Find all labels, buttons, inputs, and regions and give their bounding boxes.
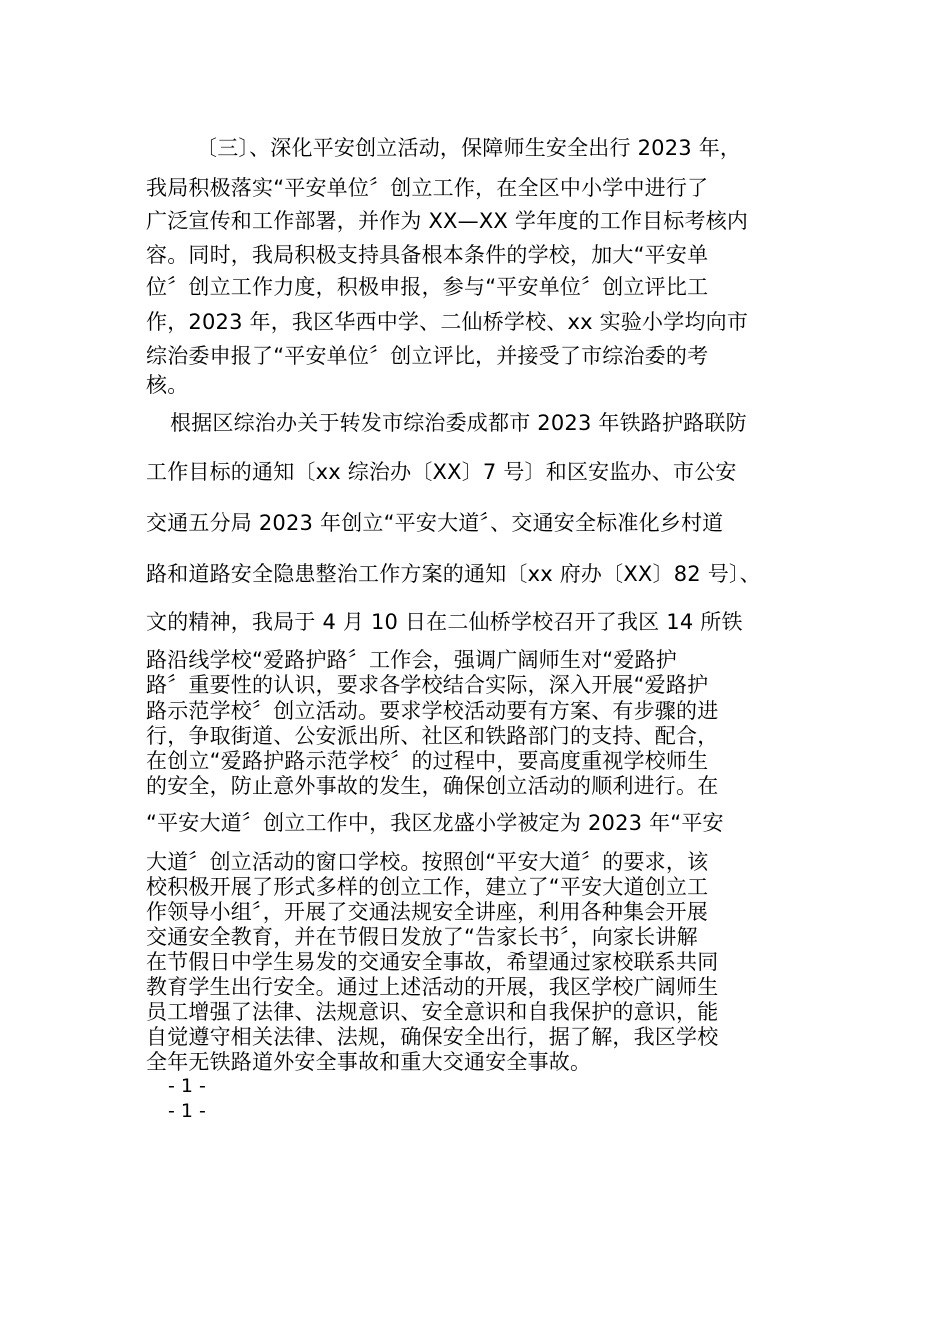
text-line: 路〞重要性的认识，要求各学校结合实际，深入开展“爱路护 [146,673,709,697]
page-number: - 1 - [168,1075,206,1097]
text-line: 位〞创立工作力度，积极申报，参与“平安单位〞创立评比工 [146,275,709,299]
text-line: 路和道路安全隐患整治工作方案的通知〔xx 府办〔XX〕82 号〕、 [146,562,761,586]
text-line: 工作目标的通知〔xx 综治办〔XX〕7 号〕和区安监办、市公安 [146,460,737,484]
text-line: 员工增强了法律、法规意识、安全意识和自我保护的意识，能 [146,1000,719,1024]
text-line: 的安全，防止意外事故的发生，确保创立活动的顺利进行。在 [146,774,719,798]
text-line: 容。同时，我局积极支持具备根本条件的学校，加大“平安单 [146,243,709,267]
text-line: “平安大道〞创立工作中，我区龙盛小学被定为 2023 年“平安 [146,811,724,835]
text-line: 〔三〕、深化平安创立活动，保障师生安全出行 2023 年， [196,136,742,160]
text-line: 交通五分局 2023 年创立“平安大道〞、交通安全标准化乡村道 [146,511,724,535]
text-line: 在节假日中学生易发的交通安全事故，希望通过家校联系共同 [146,950,719,974]
text-line: 教育学生出行安全。通过上述活动的开展，我区学校广阔师生 [146,975,719,999]
text-line: 路示范学校〞创立活动。要求学校活动要有方案、有步骤的进 [146,699,719,723]
text-line: 大道〞创立活动的窗口学校。按照创“平安大道〞的要求，该 [146,850,709,874]
text-line: 文的精神，我局于 4 月 10 日在二仙桥学校召开了我区 14 所铁 [146,610,743,634]
text-line: 路沿线学校“爱路护路〞工作会，强调广阔师生对“爱路护 [146,648,677,672]
text-line: 交通安全教育，并在节假日发放了“告家长书〞，向家长讲解 [146,925,698,949]
text-line: 校积极开展了形式多样的创立工作，建立了“平安大道创立工 [146,875,709,899]
text-line: 全年无铁路道外安全事故和重大交通安全事故。 [146,1050,592,1074]
text-line: 行，争取街道、公安派出所、社区和铁路部门的支持、配合， [146,724,719,748]
text-line: 自觉遵守相关法律、法规，确保安全出行，据了解，我区学校 [146,1025,719,1049]
text-line: 广泛宣传和工作部署，并作为 XX—XX 学年度的工作目标考核内 [146,209,749,233]
text-line: 核。 [146,373,189,397]
text-line: 作，2023 年，我区华西中学、二仙桥学校、xx 实验小学均向市 [146,310,749,334]
text-line: 我局积极落实“平安单位〞创立工作，在全区中小学中进行了 [146,176,709,200]
text-line: 综治委申报了“平安单位〞创立评比，并接受了市综治委的考 [146,344,709,368]
text-line: 根据区综治办关于转发市综治委成都市 2023 年铁路护路联防 [170,411,747,435]
page-number: - 1 - [168,1100,206,1122]
text-line: 作领导小组〞，开展了交通法规安全讲座，利用各种集会开展 [146,900,708,924]
text-line: 在创立“爱路护路示范学校〞的过程中，要高度重视学校师生 [146,749,709,773]
